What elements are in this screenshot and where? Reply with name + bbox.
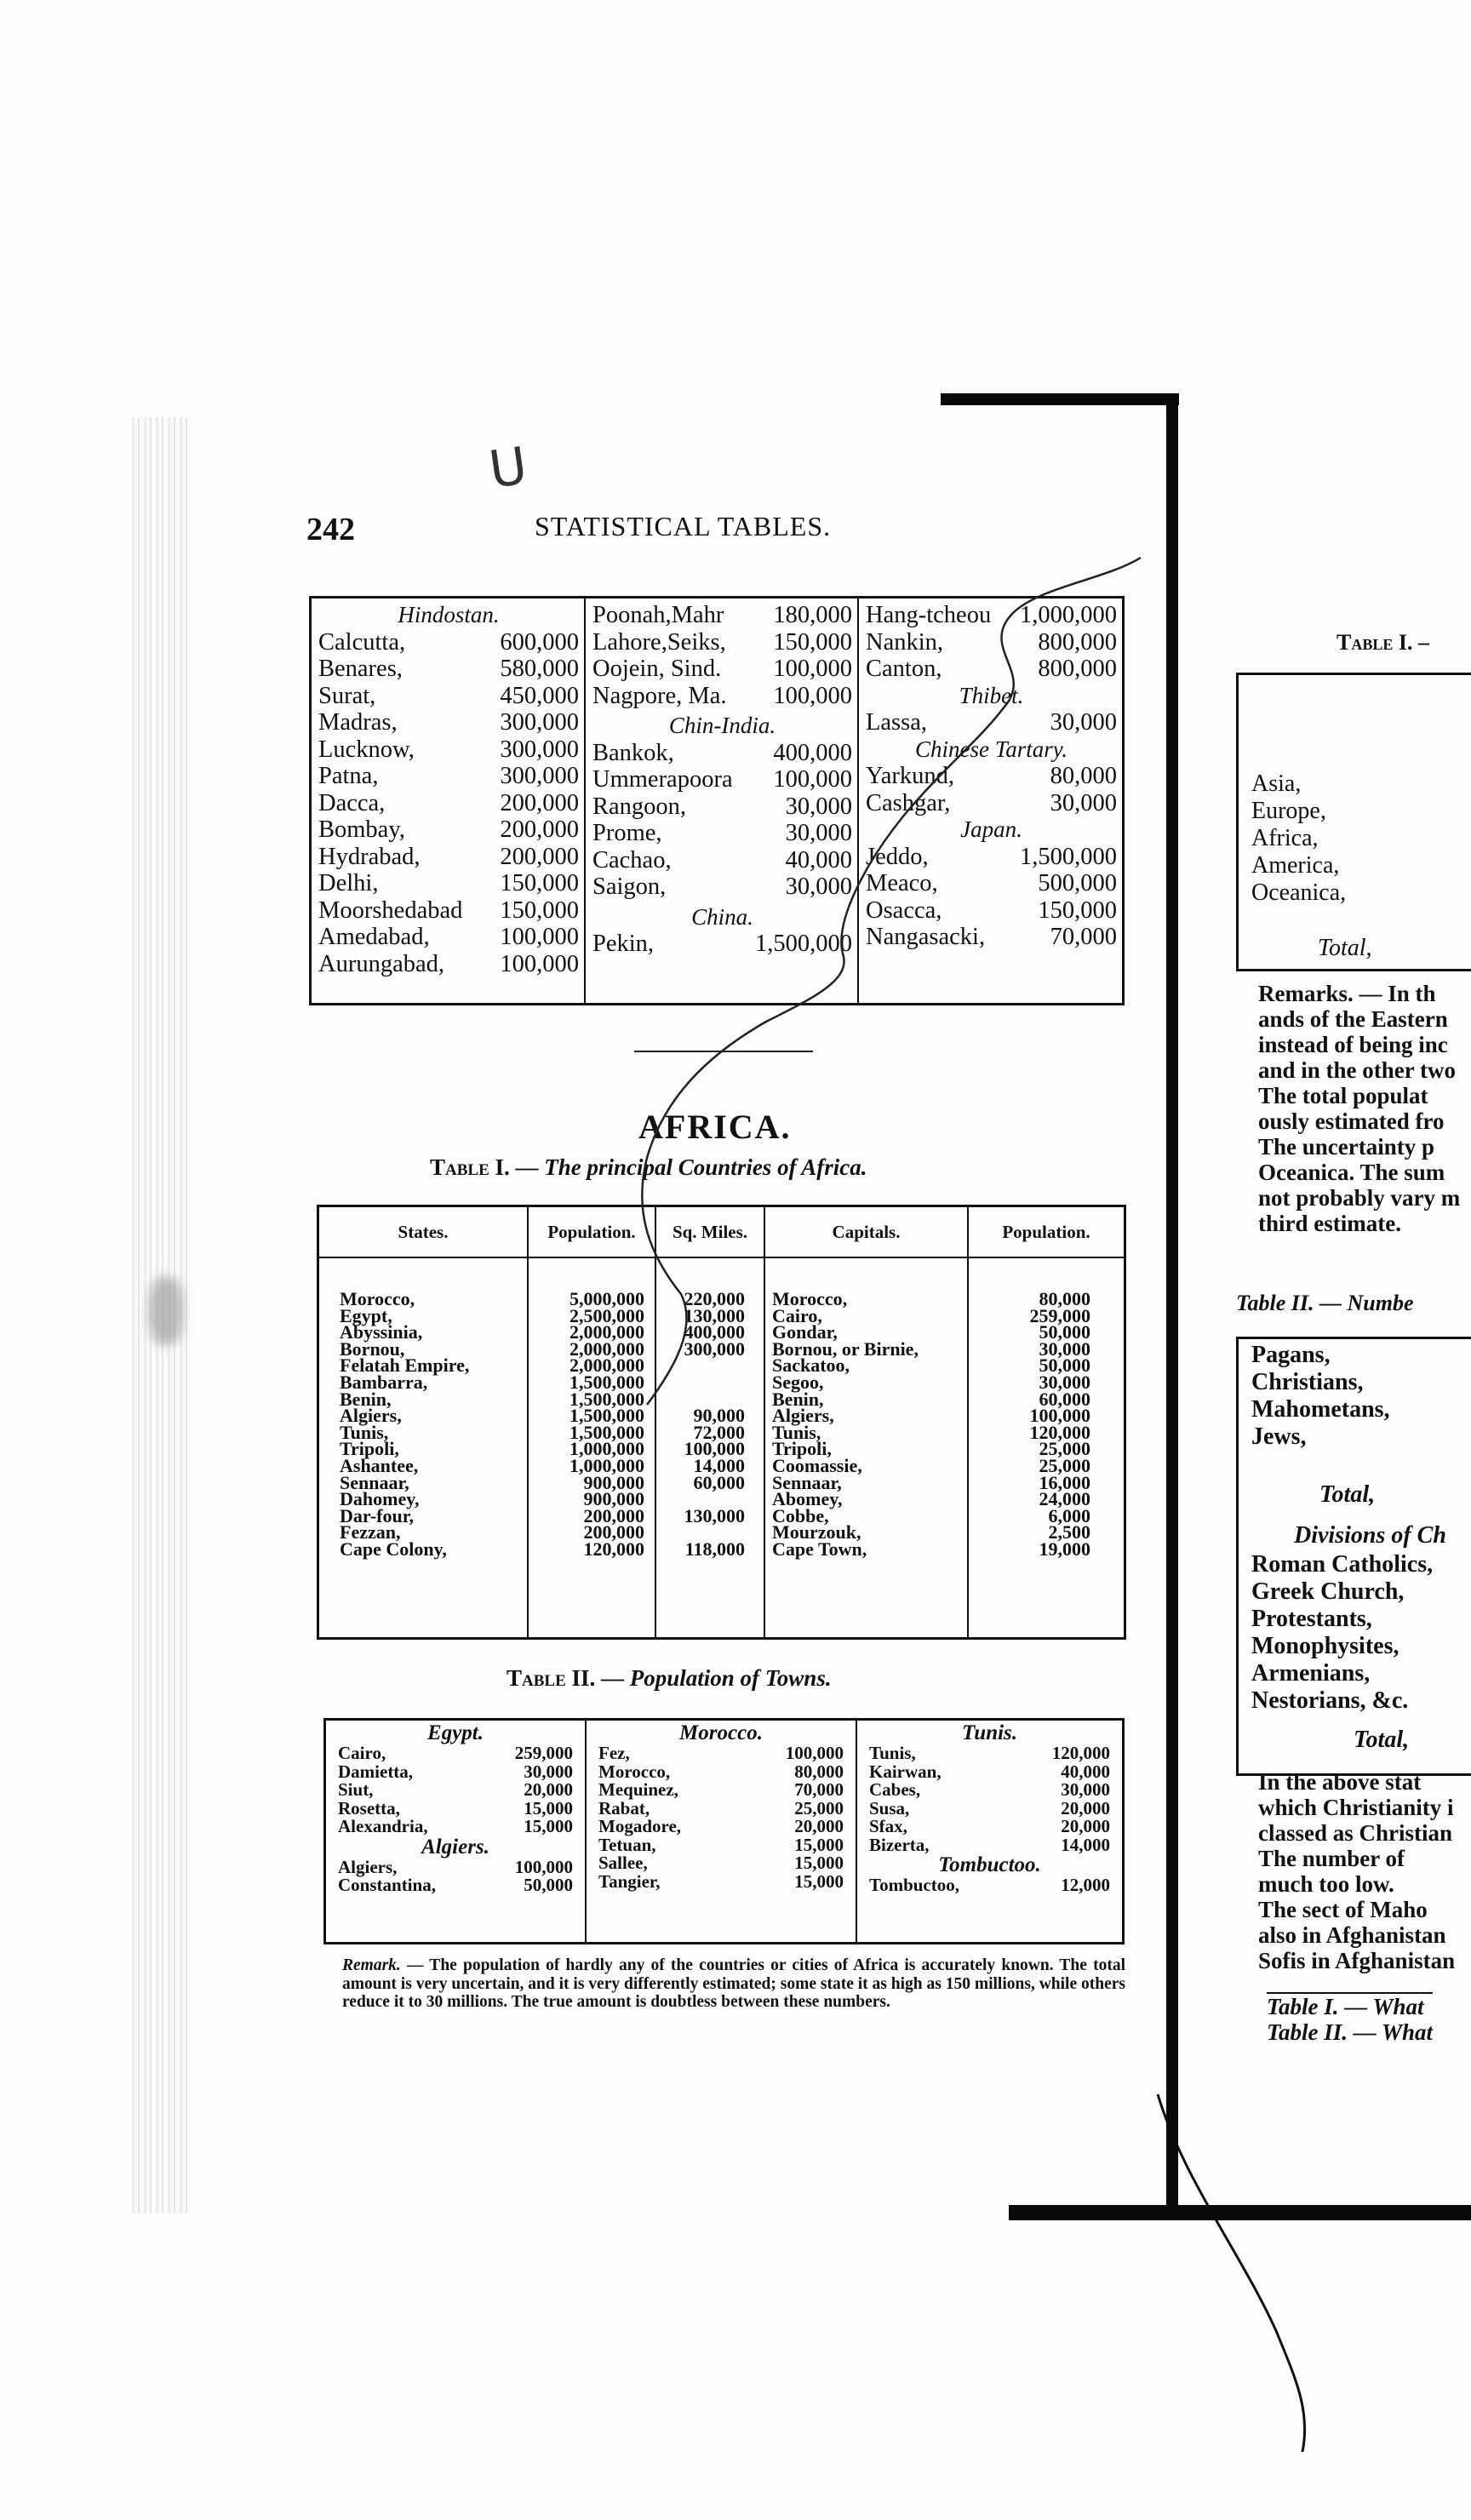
place-name: Morocco, xyxy=(598,1761,671,1782)
place-name: Poonah,Mahr xyxy=(592,602,724,628)
population-value: 100,000 xyxy=(785,1743,844,1763)
place-name: Rosetta, xyxy=(338,1797,400,1818)
capital-cell: Segoo, xyxy=(772,1371,824,1393)
town-group-heading: Egypt. xyxy=(427,1721,484,1744)
right-tail-line: Sofis in Afghanistan xyxy=(1258,1948,1456,1973)
population-value: 200,000 xyxy=(500,843,579,870)
place-name: Tangier, xyxy=(598,1870,661,1892)
capital-cell: Coomassie, xyxy=(772,1454,862,1476)
right-table2-row: Roman Catholics, xyxy=(1251,1551,1434,1578)
population-value: 1,000,000 xyxy=(1020,602,1117,628)
place-name: Tetuan, xyxy=(598,1834,656,1855)
bracket-vertical xyxy=(1166,400,1178,2214)
place-name: Lassa, xyxy=(866,709,928,736)
state-population-cell: 5,000,000 xyxy=(570,1288,644,1309)
population-value: 450,000 xyxy=(500,682,579,709)
population-value: 300,000 xyxy=(500,709,579,736)
population-value: 15,000 xyxy=(794,1834,844,1855)
place-name: Hang-tcheou xyxy=(866,602,992,628)
population-value: 120,000 xyxy=(1051,1743,1110,1763)
population-value: 40,000 xyxy=(1061,1761,1110,1782)
state-cell: Tripoli, xyxy=(340,1438,399,1460)
population-value: 15,000 xyxy=(524,1797,573,1818)
pencil-annotation: U xyxy=(485,436,531,501)
state-population-cell: 2,000,000 xyxy=(570,1354,644,1377)
population-value: 180,000 xyxy=(773,602,852,628)
sq-miles-cell: 72,000 xyxy=(693,1421,745,1443)
population-value: 30,000 xyxy=(1050,789,1117,816)
sq-miles-cell: 14,000 xyxy=(693,1454,745,1476)
place-name: Cairo, xyxy=(338,1743,386,1763)
place-name: Nagpore, Ma. xyxy=(592,682,727,709)
place-name: Jeddo, xyxy=(866,843,929,870)
sq-miles-cell: 60,000 xyxy=(693,1471,745,1493)
sq-miles-cell: 220,000 xyxy=(684,1288,745,1309)
place-name: Siut, xyxy=(338,1779,374,1800)
right-tail-text xyxy=(1258,1769,1455,1973)
section-title: AFRICA. xyxy=(638,1108,792,1146)
state-cell: Morocco, xyxy=(340,1288,415,1309)
right-remark-line: The uncertainty p xyxy=(1258,1134,1435,1160)
state-cell: Egypt, xyxy=(340,1304,392,1326)
population-value: 150,000 xyxy=(773,628,852,656)
population-value: 30,000 xyxy=(1061,1779,1110,1800)
state-cell: Felatah Empire, xyxy=(340,1354,470,1377)
header-capitals: Capitals. xyxy=(765,1207,967,1258)
right-remark-line: instead of being inc xyxy=(1258,1032,1448,1057)
population-value: 800,000 xyxy=(1038,628,1117,656)
place-name: Cabes, xyxy=(869,1779,921,1800)
state-population-cell: 1,000,000 xyxy=(570,1454,644,1476)
place-name: Nankin, xyxy=(866,628,944,656)
remark-label: Remark. xyxy=(342,1956,401,1974)
state-population-cell: 1,500,000 xyxy=(570,1388,644,1410)
sq-miles-cell: 400,000 xyxy=(684,1321,745,1343)
region-heading: Thibet. xyxy=(959,682,1024,708)
region-heading: Hindostan. xyxy=(398,602,500,627)
population-value: 12,000 xyxy=(1061,1875,1110,1895)
capital-population-cell: 100,000 xyxy=(1029,1405,1090,1427)
capital-population-cell: 25,000 xyxy=(1039,1438,1090,1460)
population-value: 1,500,000 xyxy=(755,931,852,957)
place-name: Osacca, xyxy=(866,896,942,924)
state-cell: Ashantee, xyxy=(340,1454,419,1476)
state-cell: Fezzan, xyxy=(340,1521,401,1544)
capital-cell: Cairo, xyxy=(772,1304,822,1326)
right-tail-line: The sect of Maho xyxy=(1258,1897,1428,1922)
right-remark-line: ands of the Eastern xyxy=(1258,1006,1448,1032)
state-population-cell: 2,000,000 xyxy=(570,1337,644,1360)
place-name: Lahore,Seiks, xyxy=(592,628,726,656)
capital-cell: Gondar, xyxy=(772,1321,838,1343)
right-remark-line: not probably vary m xyxy=(1258,1185,1461,1211)
population-value: 500,000 xyxy=(1038,870,1117,896)
place-name: Saigon, xyxy=(592,873,667,900)
right-table2-row: Pagans, xyxy=(1251,1342,1331,1368)
population-value: 600,000 xyxy=(500,628,579,656)
population-value: 30,000 xyxy=(785,793,852,820)
population-value: 300,000 xyxy=(500,736,579,763)
population-value: 15,000 xyxy=(794,1870,844,1892)
population-value: 14,000 xyxy=(1061,1834,1110,1855)
state-population-cell: 1,000,000 xyxy=(570,1438,644,1460)
place-name: Ummerapoora xyxy=(592,766,733,793)
state-cell: Dar-four, xyxy=(340,1504,414,1526)
place-name: Rangoon, xyxy=(592,793,687,820)
capital-population-cell: 25,000 xyxy=(1039,1454,1090,1476)
state-cell: Dahomey, xyxy=(340,1488,420,1510)
right-table2-total-a: Total, xyxy=(1319,1481,1376,1508)
place-name: Calcutta, xyxy=(318,628,406,656)
state-population-cell: 120,000 xyxy=(583,1538,644,1560)
place-name: Lucknow, xyxy=(318,736,415,763)
state-cell: Benin, xyxy=(340,1388,392,1410)
state-population-cell: 200,000 xyxy=(583,1504,644,1526)
state-cell: Abyssinia, xyxy=(340,1321,423,1343)
place-name: Susa, xyxy=(869,1797,910,1818)
capital-cell: Tunis, xyxy=(772,1421,821,1443)
right-tail-line: In the above stat xyxy=(1258,1769,1422,1795)
right-tail-line: The number of xyxy=(1258,1846,1405,1871)
place-name: Dacca, xyxy=(318,789,386,816)
right-table1-row: Africa, xyxy=(1251,825,1319,851)
capital-cell: Cape Town, xyxy=(772,1538,867,1560)
capital-population-cell: 6,000 xyxy=(1048,1504,1090,1526)
state-population-cell: 900,000 xyxy=(583,1488,644,1510)
capital-population-cell: 16,000 xyxy=(1039,1471,1090,1493)
population-value: 20,000 xyxy=(1061,1797,1110,1818)
state-cell: Algiers, xyxy=(340,1405,402,1427)
population-value: 580,000 xyxy=(500,656,579,682)
place-name: Alexandria, xyxy=(338,1816,428,1836)
capital-population-cell: 60,000 xyxy=(1039,1388,1090,1410)
population-value: 100,000 xyxy=(500,950,579,977)
state-cell: Sennaar, xyxy=(340,1471,409,1493)
population-value: 150,000 xyxy=(500,896,579,924)
header-population: Population. xyxy=(529,1207,655,1258)
right-table2-row: Monophysites, xyxy=(1251,1633,1399,1659)
place-name: Constantina, xyxy=(338,1875,436,1895)
place-name: Madras, xyxy=(318,709,398,736)
capital-cell: Abomey, xyxy=(772,1488,843,1510)
state-population-cell: 1,500,000 xyxy=(570,1371,644,1393)
bracket-bottom-bar xyxy=(1009,2205,1471,2220)
place-name: Delhi, xyxy=(318,870,379,896)
sq-miles-cell: 118,000 xyxy=(684,1538,745,1560)
place-name: Benares, xyxy=(318,656,403,682)
capital-population-cell: 2,500 xyxy=(1048,1521,1090,1544)
town-group-heading: Morocco. xyxy=(679,1721,763,1744)
population-value: 40,000 xyxy=(785,846,852,873)
remark-text: — The population of hardly any of the countries or cities of Africa is accurately known. The total amount is very uncertain, and it is very differently estimated; some state it as high as 150 millions, while others reduce it to 30 millions. The true amount is doubtless between these numbers. xyxy=(342,1956,1126,2011)
place-name: Bombay, xyxy=(318,816,405,843)
table2-caption-prefix: Table II. — xyxy=(507,1665,625,1691)
population-value: 150,000 xyxy=(500,870,579,896)
right-question-line: Table II. — What xyxy=(1267,2019,1434,2045)
right-table1-row: America, xyxy=(1251,852,1340,879)
place-name: Moorshedabad xyxy=(318,896,463,924)
right-table2-row: Nestorians, &c. xyxy=(1251,1687,1409,1714)
right-remarks xyxy=(1258,981,1460,1236)
capital-cell: Sackatoo, xyxy=(772,1354,850,1377)
right-table1-caption: Table I. – xyxy=(1336,630,1429,655)
header-sq-miles: Sq. Miles. xyxy=(656,1207,764,1258)
place-name: Mequinez, xyxy=(598,1779,678,1800)
place-name: Pekin, xyxy=(592,931,655,957)
place-name: Prome, xyxy=(592,820,662,846)
state-population-cell: 900,000 xyxy=(583,1471,644,1493)
population-value: 50,000 xyxy=(524,1875,573,1895)
state-population-cell: 200,000 xyxy=(583,1521,644,1544)
place-name: Meaco, xyxy=(866,870,938,896)
right-table2-total-b: Total, xyxy=(1354,1727,1410,1753)
place-name: Hydrabad, xyxy=(318,843,421,870)
place-name: Amedabad, xyxy=(318,924,430,950)
sq-miles-cell: 300,000 xyxy=(684,1337,745,1360)
population-value: 80,000 xyxy=(794,1761,844,1782)
right-table2-row: Armenians, xyxy=(1251,1660,1371,1687)
capital-cell: Sennaar, xyxy=(772,1471,842,1493)
population-value: 20,000 xyxy=(794,1816,844,1836)
header-capital-population: Population. xyxy=(969,1207,1124,1258)
place-name: Bizerta, xyxy=(869,1834,930,1855)
place-name: Kairwan, xyxy=(869,1761,942,1782)
header-states: States. xyxy=(319,1207,527,1258)
place-name: Yarkund, xyxy=(866,763,954,789)
place-name: Tombuctoo, xyxy=(869,1875,959,1895)
sq-miles-cell: 130,000 xyxy=(684,1504,745,1526)
capital-population-cell: 50,000 xyxy=(1039,1354,1090,1377)
right-table2-row: Mahometans, xyxy=(1251,1396,1390,1423)
place-name: Nangasacki, xyxy=(866,924,986,950)
capital-population-cell: 30,000 xyxy=(1039,1337,1090,1360)
place-name: Mogadore, xyxy=(598,1816,682,1836)
capital-cell: Benin, xyxy=(772,1388,824,1410)
right-tail-line: also in Afghanistan xyxy=(1258,1922,1446,1948)
population-value: 80,000 xyxy=(1050,763,1117,789)
population-value: 30,000 xyxy=(1050,709,1117,736)
region-heading: Chin-India. xyxy=(668,713,776,738)
capital-cell: Algiers, xyxy=(772,1405,834,1427)
place-name: Sallee, xyxy=(598,1853,648,1873)
capital-cell: Mourzouk, xyxy=(772,1521,861,1544)
right-table2-row: Jews, xyxy=(1251,1423,1307,1450)
capital-population-cell: 30,000 xyxy=(1039,1371,1090,1393)
right-remark-line: Remarks. — In th xyxy=(1258,981,1436,1006)
region-heading: Japan. xyxy=(960,816,1022,842)
population-value: 100,000 xyxy=(773,656,852,682)
table1-caption-prefix: Table I. — xyxy=(430,1154,539,1180)
population-value: 70,000 xyxy=(1050,924,1117,950)
population-value: 100,000 xyxy=(500,924,579,950)
right-table2-row: Christians, xyxy=(1251,1369,1364,1395)
town-group-heading: Tombuctoo. xyxy=(938,1853,1041,1876)
town-group-heading: Tunis. xyxy=(961,1721,1018,1744)
population-value: 259,000 xyxy=(514,1743,573,1763)
sq-miles-cell: 100,000 xyxy=(684,1438,745,1460)
right-tail-line: classed as Christian xyxy=(1258,1820,1453,1846)
right-questions xyxy=(1267,1992,1433,2045)
place-name: Oojein, Sind. xyxy=(592,656,722,682)
state-cell: Bornou, xyxy=(340,1337,405,1360)
state-population-cell: 2,500,000 xyxy=(570,1304,644,1326)
right-remark-line: and in the other two xyxy=(1258,1057,1457,1083)
capital-population-cell: 19,000 xyxy=(1039,1538,1090,1560)
state-population-cell: 2,000,000 xyxy=(570,1321,644,1343)
region-heading: Chinese Tartary. xyxy=(914,736,1068,762)
table2-caption-text: Population of Towns. xyxy=(629,1665,832,1691)
population-value: 400,000 xyxy=(773,739,852,766)
place-name: Cachao, xyxy=(592,846,672,873)
place-name: Tunis, xyxy=(869,1743,916,1763)
population-value: 1,500,000 xyxy=(1020,843,1117,870)
capital-population-cell: 259,000 xyxy=(1029,1304,1090,1326)
right-table2-row: Greek Church, xyxy=(1251,1578,1405,1605)
population-value: 20,000 xyxy=(524,1779,573,1800)
place-name: Fez, xyxy=(598,1743,630,1763)
population-value: 800,000 xyxy=(1038,656,1117,682)
sq-miles-cell: 90,000 xyxy=(693,1405,745,1427)
population-value: 70,000 xyxy=(794,1779,844,1800)
population-value: 15,000 xyxy=(524,1816,573,1836)
page-number: 242 xyxy=(306,512,355,547)
population-value: 150,000 xyxy=(1038,896,1117,924)
capital-cell: Bornou, or Birnie, xyxy=(772,1337,919,1360)
population-value: 100,000 xyxy=(773,682,852,709)
right-table1-row: Oceanica, xyxy=(1251,879,1347,906)
population-value: 100,000 xyxy=(514,1856,573,1877)
bracket-top-bar xyxy=(941,393,1179,405)
right-remark-line: third estimate. xyxy=(1258,1211,1401,1236)
capital-cell: Tripoli, xyxy=(772,1438,832,1460)
population-value: 30,000 xyxy=(785,820,852,846)
right-table2-divisions: Divisions of Ch xyxy=(1294,1522,1446,1549)
capital-population-cell: 80,000 xyxy=(1039,1288,1090,1309)
town-group-heading: Algiers. xyxy=(421,1835,489,1858)
place-name: Surat, xyxy=(318,682,376,709)
population-value: 30,000 xyxy=(524,1761,573,1782)
place-name: Canton, xyxy=(866,656,942,682)
population-value: 20,000 xyxy=(1061,1816,1110,1836)
right-tail-line: much too low. xyxy=(1258,1871,1394,1897)
population-value: 30,000 xyxy=(785,873,852,900)
population-value: 300,000 xyxy=(500,763,579,789)
region-heading: China. xyxy=(691,903,753,930)
capital-cell: Cobbe, xyxy=(772,1504,829,1526)
state-population-cell: 1,500,000 xyxy=(570,1421,644,1443)
place-name: Patna, xyxy=(318,763,379,789)
population-value: 15,000 xyxy=(794,1853,844,1873)
place-name: Sfax, xyxy=(869,1816,907,1836)
scribble-line xyxy=(642,558,1141,1405)
table1-caption-text: The principal Countries of Africa. xyxy=(544,1154,867,1180)
population-value: 25,000 xyxy=(794,1797,844,1818)
right-tail-line: which Christianity i xyxy=(1258,1795,1454,1820)
place-name: Algiers, xyxy=(338,1856,398,1877)
right-table1-total: Total, xyxy=(1318,935,1372,961)
state-cell: Bambarra, xyxy=(340,1371,428,1393)
place-name: Cashgar, xyxy=(866,789,951,816)
place-name: Damietta, xyxy=(338,1761,414,1782)
right-table2-caption: Table II. — Numbe xyxy=(1236,1291,1414,1315)
place-name: Aurungabad, xyxy=(318,950,444,977)
right-table2-row: Protestants, xyxy=(1251,1606,1372,1632)
state-population-cell: 1,500,000 xyxy=(570,1405,644,1427)
place-name: Bankok, xyxy=(592,739,674,766)
right-table1-row: Europe, xyxy=(1251,798,1326,824)
right-table2-rows-b xyxy=(1251,1551,1433,1715)
state-cell: Cape Colony, xyxy=(340,1538,447,1560)
right-remark-line: The total populat xyxy=(1258,1083,1428,1108)
right-remark-line: Oceanica. The sum xyxy=(1258,1160,1445,1185)
capital-population-cell: 24,000 xyxy=(1039,1488,1090,1510)
right-table1-rows xyxy=(1251,770,1346,907)
place-name: Rabat, xyxy=(598,1797,650,1818)
population-value: 100,000 xyxy=(773,766,852,793)
right-table1-row: Asia, xyxy=(1251,770,1302,797)
right-remark-line: ously estimated fro xyxy=(1258,1108,1445,1134)
population-value: 200,000 xyxy=(500,816,579,843)
right-question-line: Table I. — What xyxy=(1267,1994,1424,2019)
sq-miles-cell: 130,000 xyxy=(684,1304,745,1326)
scribble-line xyxy=(1158,2094,1305,2452)
running-head: STATISTICAL TABLES. xyxy=(535,511,832,541)
population-value: 200,000 xyxy=(500,789,579,816)
capital-cell: Morocco, xyxy=(772,1288,848,1309)
right-table2-rows xyxy=(1251,1342,1390,1451)
capital-population-cell: 120,000 xyxy=(1029,1421,1090,1443)
capital-population-cell: 50,000 xyxy=(1039,1321,1090,1343)
state-cell: Tunis, xyxy=(340,1421,389,1443)
